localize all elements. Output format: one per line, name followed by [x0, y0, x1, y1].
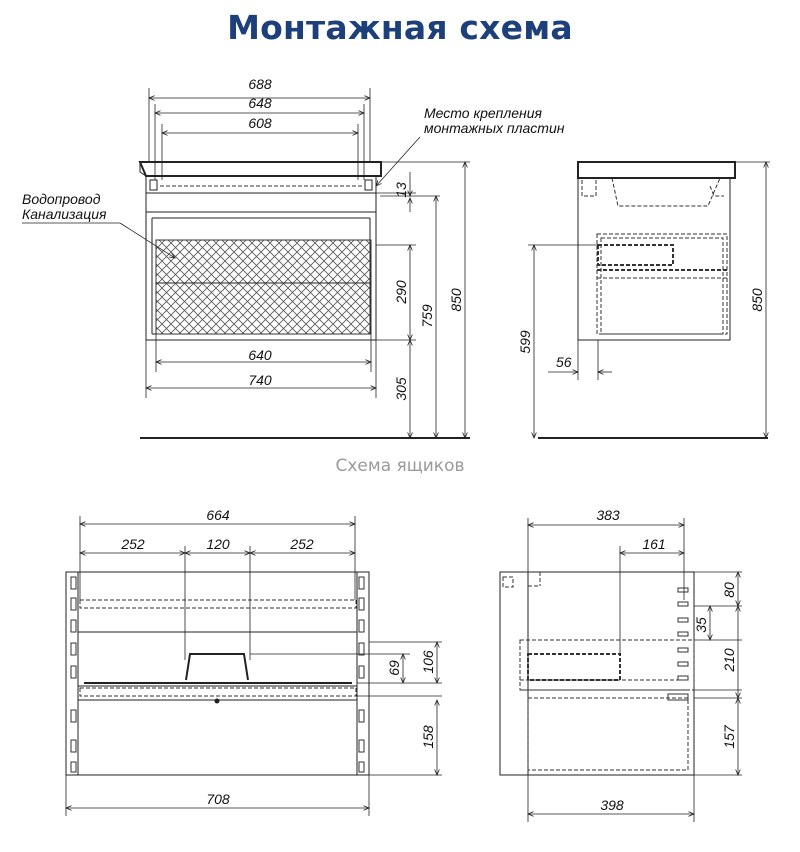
- mounting-callout-line2: монтажных пластин: [424, 120, 565, 136]
- dim-158-label: 158: [420, 725, 436, 749]
- dim-157-label: 157: [721, 725, 737, 749]
- dim-210: [721, 606, 738, 698]
- dim-608-label: 608: [248, 115, 272, 131]
- dim-608: [162, 115, 358, 180]
- dim-35-label: 35: [693, 617, 709, 633]
- dim-106-label: 106: [420, 650, 436, 674]
- dim-599-label: 599: [517, 330, 533, 354]
- dim-664-label: 664: [206, 507, 230, 523]
- dim-290-label: 290: [393, 280, 409, 304]
- dim-640-label: 640: [248, 347, 272, 363]
- dim-106: [420, 642, 437, 683]
- drawers-section-title: Схема ящиков: [335, 456, 465, 476]
- dim-759: [419, 196, 436, 438]
- plumbing-callout-line2: Канализация: [22, 206, 107, 222]
- mounting-plate-right: [365, 180, 372, 190]
- dim-80-label: 80: [721, 582, 737, 598]
- side-countertop: [578, 162, 735, 178]
- dim-35: [693, 606, 710, 640]
- plumbing-callout-line1: Водопровод: [22, 191, 101, 207]
- dim-210-label: 210: [721, 648, 737, 672]
- dim-398-label: 398: [600, 797, 624, 813]
- drawers-front-body: [66, 572, 369, 775]
- dim-120-label: 120: [206, 536, 230, 552]
- dim-252-left: [80, 536, 185, 553]
- side-view: [517, 162, 770, 438]
- dim-708: [66, 775, 369, 816]
- dim-305: [393, 340, 410, 438]
- drawers-side-view: [500, 507, 742, 822]
- dim-850-front-label: 850: [448, 288, 464, 312]
- dim-850-side: [749, 162, 766, 438]
- drawers-side-body: [500, 572, 694, 775]
- dim-13-label: 13: [393, 182, 409, 198]
- side-sink-basin: [612, 178, 720, 206]
- dim-759-label: 759: [419, 304, 435, 328]
- dim-161-label: 161: [642, 536, 666, 552]
- dim-252-right: [250, 536, 355, 553]
- dim-69-label: 69: [386, 660, 402, 676]
- dim-688-label: 688: [248, 76, 272, 92]
- dim-599: [517, 245, 534, 438]
- dim-383: [528, 507, 684, 600]
- dim-69: [386, 654, 403, 683]
- dim-56-label: 56: [556, 354, 572, 370]
- dim-850-front: [448, 162, 465, 438]
- dim-80: [721, 572, 738, 606]
- dim-648: [155, 95, 364, 180]
- siphon-cutout: [186, 654, 248, 680]
- dim-252-right-label: 252: [290, 536, 314, 552]
- drawers-front-view: [66, 507, 442, 816]
- mounting-plates-callout: [376, 105, 565, 186]
- dim-664: [80, 507, 355, 600]
- dim-850-side-label: 850: [749, 288, 765, 312]
- dim-398: [528, 775, 694, 822]
- dim-158: [420, 700, 437, 775]
- mounting-plate-left: [150, 180, 157, 190]
- plumbing-zone-hatch: [156, 240, 371, 334]
- dim-161: [620, 536, 684, 654]
- front-view: [22, 76, 565, 438]
- dim-648-label: 648: [248, 95, 272, 111]
- dim-708-label: 708: [206, 791, 230, 807]
- dim-13: [393, 172, 410, 212]
- dim-383-label: 383: [596, 507, 620, 523]
- dim-740-label: 740: [248, 372, 272, 388]
- page-title: Монтажная схема: [227, 8, 573, 47]
- dim-56: [548, 340, 612, 380]
- mounting-callout-line1: Место крепления: [424, 105, 543, 121]
- dim-120: [185, 536, 250, 553]
- dim-252-left-label: 252: [121, 536, 145, 552]
- front-countertop: [140, 162, 381, 176]
- dim-305-label: 305: [393, 377, 409, 401]
- dim-290: [393, 245, 410, 340]
- dim-157: [721, 698, 738, 775]
